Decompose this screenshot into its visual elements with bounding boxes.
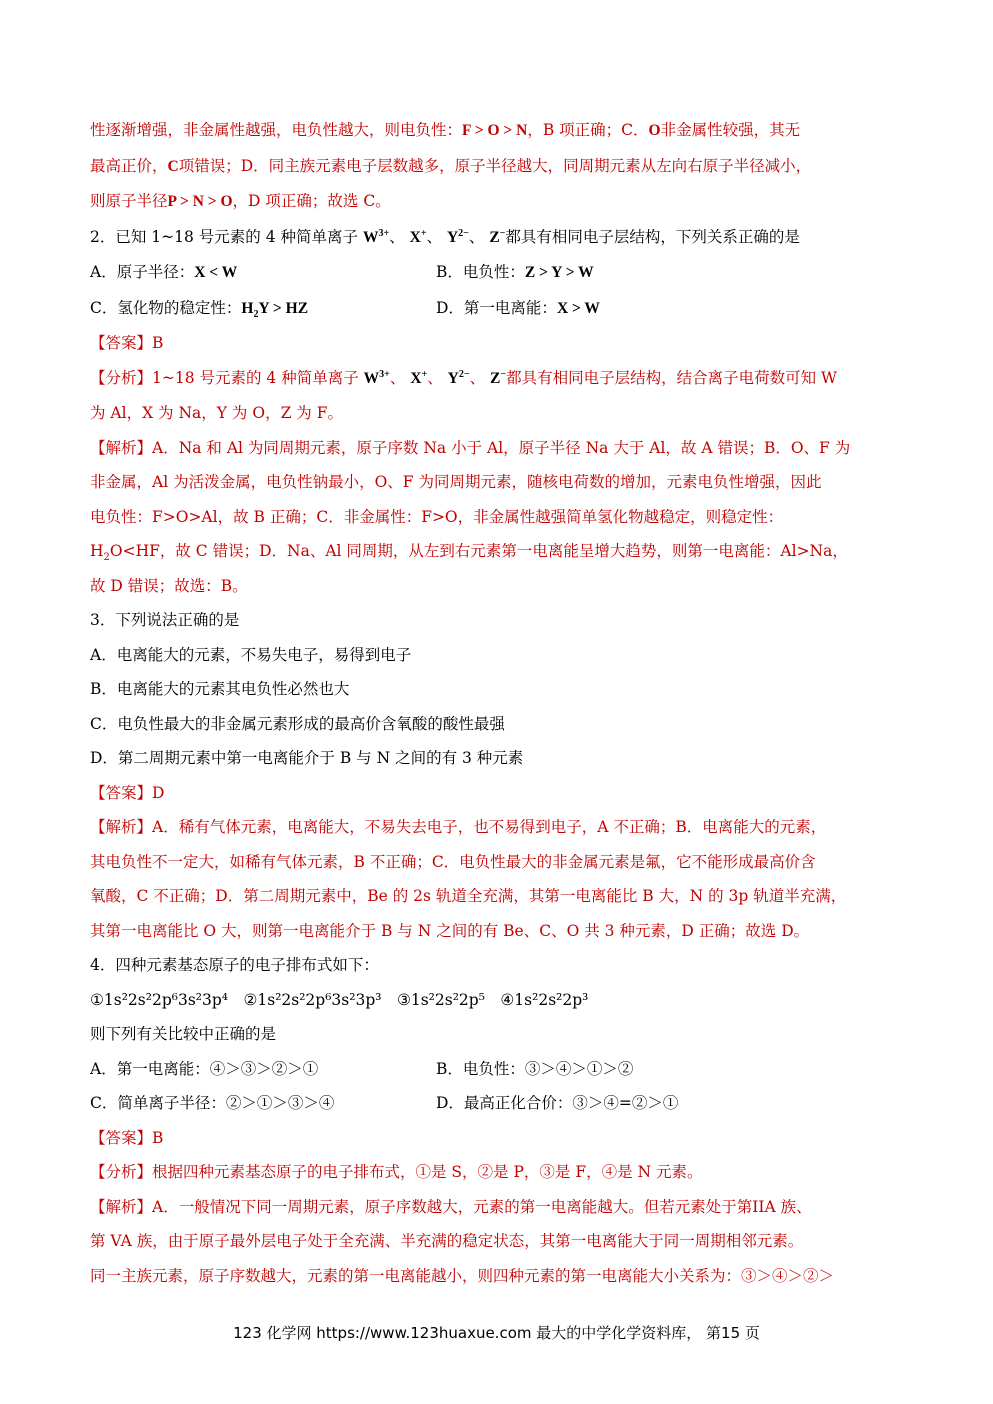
text: 都具有相同电子层结构，结合离子电荷数可知 W	[506, 368, 837, 387]
charge: 3+	[379, 368, 390, 380]
sep: 、	[389, 227, 405, 246]
ion: Z	[490, 369, 501, 387]
text: O<HF，故 C 错误；D．Na、Al 同周期，从左到右元素第一电离能呈增大趋势，则第一电离能：Al>Na，	[109, 542, 848, 560]
q4-stem-2: 则下列有关比较中正确的是	[90, 1025, 277, 1043]
q4-explanation-3: 同一主族元素，原子序数越大，元素的第一电离能越小，则四种元素的第一电离能大小关系为：③＞④＞②＞	[90, 1266, 835, 1285]
label: C．氢化物的稳定性：	[90, 298, 242, 317]
q4-stem: 4．四种元素基态原子的电子排布式如下：	[90, 956, 379, 974]
ion: Y	[446, 228, 459, 246]
subscript: 2	[253, 308, 259, 320]
q2-stem	[90, 220, 910, 256]
q3-stem: 3．下列说法正确的是	[90, 611, 240, 629]
charge: 3+	[378, 227, 390, 239]
q2-option-c	[90, 291, 436, 327]
text: 则原子半径	[90, 192, 168, 210]
text: H	[90, 542, 104, 560]
prev-explanation-line-2	[90, 149, 910, 185]
charge: −	[500, 368, 507, 380]
text: 【分析】1~18 号元素的 4 种简单离子	[90, 368, 359, 387]
q4-options-cd	[90, 1086, 910, 1121]
q4-configurations: ①1s²2s²2p⁶3s²3p⁴ ②1s²2s²2p⁶3s²3p³ ③1s²2s²2p⁵ ④1s²2s²2p³	[90, 990, 589, 1009]
text: ，D 项正确；故选 C。	[232, 192, 391, 210]
q3-explanation-1: 【解析】A．稀有气体元素，电离能大，不易失去电子，也不易得到电子，A 不正确；B．电离能大的元素，	[90, 818, 827, 836]
q2-answer: 【答案】B	[90, 334, 164, 352]
charge: −	[499, 227, 506, 239]
label: B．电负性：	[436, 263, 525, 281]
q3-explanation-4: 其第一电离能比 O 大，则第一电离能介于 B 与 N 之间的有 Be、C、O 共 3 种元素，D 正确；故选 D。	[90, 921, 810, 940]
formula: F > O > N	[462, 122, 528, 139]
ion: X	[409, 228, 421, 246]
q4-options-ab	[90, 1052, 910, 1087]
q2-options-cd	[90, 291, 910, 327]
ion: Y	[447, 369, 459, 387]
charge: 2−	[458, 227, 469, 239]
q3-explanation-3: 氧酸，C 不正确；D．第二周期元素中，Be 的 2s 轨道全充满，其第一电离能比 B 大，N 的 3p 轨道半充满，	[90, 887, 847, 905]
formula: P > N > O	[167, 193, 233, 210]
q3-option-b: B．电离能大的元素其电负性必然也大	[90, 680, 350, 698]
charge: +	[420, 227, 427, 239]
sep: 、	[469, 368, 486, 387]
q3-answer: 【答案】D	[90, 783, 165, 802]
label: A．原子半径：	[90, 263, 195, 281]
text: 性逐渐增强，非金属性越强，电负性越大，则电负性：	[90, 121, 463, 139]
formula: Y > HZ	[258, 299, 309, 317]
formula: X > W	[556, 299, 600, 317]
q4-option-c: C．简单离子半径：②＞①＞③＞④	[90, 1094, 335, 1112]
text: ，B 项正确；C．	[527, 121, 649, 139]
q4-explanation-2: 第 VA 族，由于原子最外层电子处于全充满、半充满的稳定状态，其第一电离能大于同一周期相邻元素。	[90, 1232, 804, 1250]
q2-option-b	[436, 255, 594, 291]
ion: W	[363, 369, 380, 387]
text: 项错误；D．同主族元素电子层数越多，原子半径越大，同周期元素从左向右原子半径减小，	[178, 156, 812, 175]
prev-explanation-line-1	[90, 113, 910, 149]
q2-explanation-5: 故 D 错误；故选：B。	[90, 576, 248, 595]
text: 非金属性较强，其无	[660, 121, 801, 139]
q4-option-d: D．最高正化合价：③＞④=②＞①	[436, 1094, 679, 1112]
sep: 、	[468, 227, 485, 246]
ion: X	[410, 369, 422, 387]
q2-option-a	[90, 255, 436, 291]
label: D．第一电离能：	[436, 298, 557, 317]
charge: 2−	[458, 368, 470, 380]
formula: Z > Y > W	[524, 264, 594, 281]
q3-option-c: C．电负性最大的非金属元素形成的最高价含氧酸的酸性最强	[90, 714, 505, 733]
q2-explanation-3: 电负性：F>O>Al，故 B 正确；C．非金属性：F>O，非金属性越强简单氢化物越稳定，则稳定性：	[90, 507, 784, 526]
formula: O	[648, 122, 661, 139]
q2-analysis-line-2: 为 Al，X 为 Na，Y 为 O，Z 为 F。	[90, 404, 343, 422]
q3-option-a: A．电离能大的元素，不易失电子，易得到电子	[90, 645, 412, 664]
prev-explanation-line-3	[90, 184, 910, 220]
text: 都具有相同电子层结构，下列关系正确的是	[505, 227, 800, 246]
q2-explanation-1: 【解析】A．Na 和 Al 为同周期元素，原子序数 Na 小于 Al，原子半径 Na 大于 Al，故 A 错误；B．O、F 为	[90, 438, 851, 457]
formula: X < W	[194, 264, 238, 281]
ion: Z	[489, 228, 500, 246]
formula: H	[241, 299, 254, 317]
q3-explanation-2: 其电负性不一定大，如稀有气体元素，B 不正确；C．电负性最大的非金属元素是氟，它不能形成最高价含	[90, 852, 816, 871]
q4-option-a: A．第一电离能：④＞③＞②＞①	[90, 1059, 319, 1078]
sep: 、	[389, 368, 406, 387]
sep: 、	[427, 368, 443, 387]
text: 2．已知 1~18 号元素的 4 种简单离子	[90, 227, 359, 246]
q2-explanation-4	[90, 534, 910, 569]
page-footer: 123 化学网 https://www.123huaxue.com 最大的中学化学资料库， 第15 页	[233, 1324, 760, 1342]
ion: W	[362, 228, 379, 246]
q4-analysis: 【分析】根据四种元素基态原子的电子排布式，①是 S，②是 P，③是 F，④是 N 元素。	[90, 1163, 703, 1181]
q3-option-d: D．第二周期元素中第一电离能介于 B 与 N 之间的有 3 种元素	[90, 749, 524, 767]
q2-analysis	[90, 361, 910, 397]
text: 最高正价，	[90, 156, 168, 175]
page-content	[90, 113, 910, 1293]
q4-option-b: B．电负性：③＞④＞①＞②	[436, 1059, 634, 1078]
charge: +	[421, 368, 428, 380]
subscript: 2	[103, 552, 110, 564]
q4-answer: 【答案】B	[90, 1128, 164, 1147]
q2-options-ab	[90, 255, 910, 291]
q4-explanation-1: 【解析】A．一般情况下同一周期元素，原子序数越大，元素的第一电离能越大。但若元素处于第IIA 族、	[90, 1197, 812, 1216]
q2-option-d	[436, 291, 600, 327]
formula: C	[167, 157, 179, 175]
sep: 、	[426, 227, 443, 246]
q2-explanation-2: 非金属，Al 为活泼金属，电负性钠最小，O、F 为同周期元素，随核电荷数的增加，元素电负性增强，因此	[90, 473, 822, 491]
